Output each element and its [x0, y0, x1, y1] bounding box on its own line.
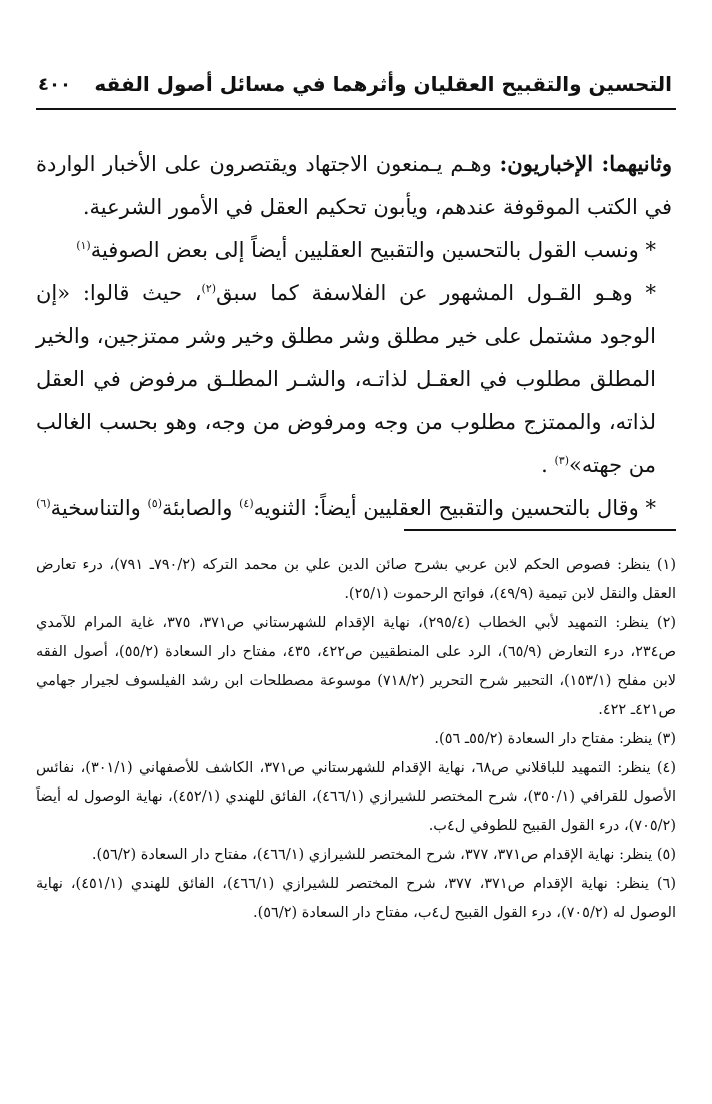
paragraph-text: وهـم يـمنعون الاجتهاد ويقتصرون على الأخبار الواردة في الكتب الموقوفة عندهم، ويأبون تحكيم العقل في الأمور الشرعية.	[36, 152, 672, 219]
paragraph-end: .	[541, 453, 555, 477]
footnote-ref: (٣)	[554, 454, 569, 467]
paragraph-falasifa	[36, 272, 672, 487]
footnote-item: (٦) ينظر: نهاية الإقدام ص٣٧١، ٣٧٧، شرح المختصر للشيرازي (٤٦٦/١)، الفائق للهندي (٤٥١/١)، نهاية الوصول له (٧٠٥/٢)، درء القول القبيح ل٤ب، مفتاح دار السعادة (٥٦/٢).	[36, 876, 676, 921]
footnotes	[36, 551, 676, 928]
paragraph-text: * وهـو القـول المشهور عن الفلاسفة كما سبق	[216, 281, 656, 305]
header-title: التحسين والتقبيح العقليان وأثرهما في مسائل أصول الفقه	[94, 72, 672, 96]
footnote-ref: (٦)	[36, 497, 51, 510]
paragraph-sufiyya	[36, 229, 672, 272]
footnote-ref: (٥)	[147, 497, 162, 510]
paragraph-text: * وقال بالتحسين والتقبيح العقليين أيضاً: الثنويه	[253, 496, 656, 520]
paragraph-thanawiyya	[36, 487, 672, 530]
footnote-item: (١) ينظر: فصوص الحكم لابن عربي بشرح صائن الدين علي بن محمد التركه (٧٩٠/٢ـ ٧٩١)، درء تعارض العقل والنقل لابن تيمية (٤٩/٩)، فواتح الرحموت (٢٥/١).	[36, 557, 677, 602]
running-header	[36, 72, 676, 110]
page-number: ٤٠٠	[38, 74, 71, 95]
paragraph-akhbariyun	[36, 142, 672, 229]
footnote-ref: (١)	[76, 239, 91, 252]
footnote-ref: (٤)	[239, 497, 254, 510]
footnote-item: (٢) ينظر: التمهيد لأبي الخطاب (٢٩٥/٤)، نهاية الإقدام للشهرستاني ص٣٧١، ٣٧٥، غاية المرام للآمدي ص٢٣٤، درء التعارض (٦٥/٩)، الرد على المنطقيين ص٤٢٢، ٤٣٥، مفتاح دار السعادة (٥٥/٢)، أصول الفقه لابن مفلح (١٥٣/١)، التحبير شرح التحرير (٧١٨/٢) موسوعة مصطلحات ابن رشد الفيلسوف لجيرار جهامي ص٤٢١ـ ٤٢٢.	[36, 615, 677, 718]
footnote-separator	[404, 529, 676, 531]
paragraph-text: ، حيث قالوا: «إن الوجود مشتمل على خير مطلق وشر مطلق وخير وشر ممتزجين، والخير المطلق مطلوب في العقـل لذاتـه، والشـر المطلـق مرفوض في العقل لذاته، والممتزج مطلوب من وجه ومرفوض من وجه، وهو بحسب الغالب من جهته»	[36, 281, 656, 477]
paragraph-text: * ونسب القول بالتحسين والتقبيح العقليين أيضاً إلى بعض الصوفية	[90, 238, 656, 262]
main-text	[36, 142, 672, 530]
paragraph-text: والتناسخية	[50, 496, 148, 520]
footnote-item: (٤) ينظر: التمهيد للباقلاني ص٦٨، نهاية الإقدام للشهرستاني ص٣٧١، الكاشف للأصفهاني (٣٠١/١)، نفائس الأصول للقرافي (٣٥٠/١)، شرح المختصر للشيرازي (٤٦٦/١)، الفائق للهندي (٤٥٢/١)، نهاية الوصول له أيضاً (٧٠٥/٢)، درء القول القبيح للطوفي ل٤ب.	[36, 760, 676, 834]
footnote-ref: (٢)	[201, 282, 217, 295]
footnote-item: (٥) ينظر: نهاية الإقدام ص٣٧١، ٣٧٧، شرح المختصر للشيرازي (٤٦٦/١)، مفتاح دار السعادة (٥٦/٢).	[91, 847, 676, 863]
footnote-item: (٣) ينظر: مفتاح دار السعادة (٥٥/٢ـ ٥٦).	[434, 731, 676, 747]
paragraph-lead: وثانيهما: الإخباريون:	[499, 151, 672, 176]
paragraph-text: والصابئة	[162, 496, 240, 520]
